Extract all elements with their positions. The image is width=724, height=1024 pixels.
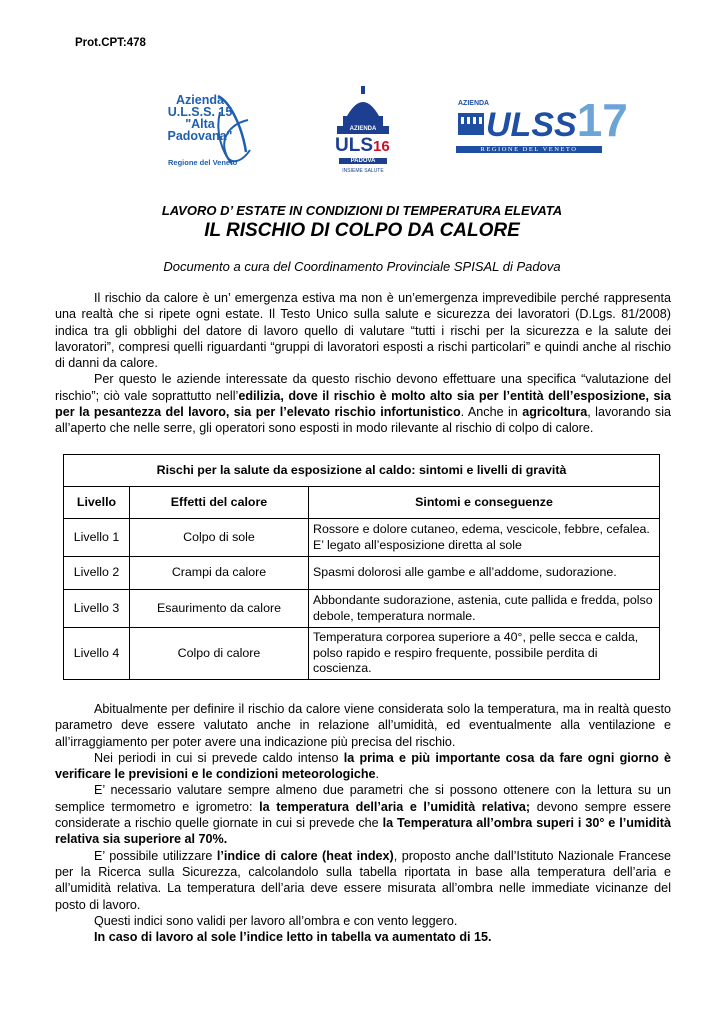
uls16-num: 16: [373, 138, 390, 155]
body-paragraph-4: E’ possibile utilizzare l’indice di calore (heat index), proposto anche dall’Istituto Nazionale Francese per la Ricerca sulla Sicurezza, calcolandolo sulla tabella riportata in base alla temperatura dell’aria e all’umidità relativa. La temperatura dell’aria deve essere misurata all’ombra nelle immediate vicinanze del posto di lavoro.: [55, 848, 672, 912]
body-paragraph-2: Nei periodi in cui si prevede caldo intenso la prima e più importante cosa da fare ogni giorno è verificare le previsioni e le condizioni meteorologiche.: [55, 750, 671, 782]
ulss17-logo: [456, 94, 628, 160]
uls16-tag: INSIEME SALUTE: [342, 168, 384, 174]
header-effects: Effetti del calore: [130, 487, 309, 519]
body-paragraph-5: Questi indici sono validi per lavoro all’ombra e con vento leggero.: [94, 913, 458, 928]
ulss17-top: AZIENDA: [458, 100, 490, 107]
risk-table: [63, 454, 660, 680]
table-title: Rischi per la salute da esposizione al caldo: sintomi e livelli di gravità: [64, 455, 660, 487]
body-section: [55, 701, 671, 945]
ulss15-line4: Padovana": [167, 129, 233, 143]
table-row: Livello 4 Colpo di calore Temperatura corporea superiore a 40°, pelle secca e calda, polso rapido e respiro frequente, possibile perdita di coscienza.: [64, 628, 660, 680]
ulss17-main: ULSS: [486, 106, 577, 144]
table-row: Livello 2 Crampi da calore Spasmi dolorosi alle gambe e all’addome, sudorazione.: [64, 557, 660, 590]
uls16-logo: [333, 86, 393, 180]
body-paragraph-3: E’ necessario valutare sempre almeno due parametri che si possono ottenere con la lettura su un semplice termometro e igrometro: la temperatura dell’aria e l’umidità relativa; devono sempre essere considerate a rischio quelle giornate in cui si prevede che la Temperatura all’ombra superi i 30° e l’umidità relativa sia superiore al 70%.: [55, 783, 671, 847]
uls16-city: PADOVA: [339, 158, 387, 164]
header-level: Livello: [64, 487, 130, 519]
ulss15-logo: [160, 92, 260, 182]
table-row: Livello 1 Colpo di sole Rossore e dolore cutaneo, edema, vescicole, febbre, cefalea. E’ legato all’esposizione diretta al sole: [64, 519, 660, 557]
ulss17-num: 17: [576, 94, 628, 146]
doc-subject: LAVORO D’ ESTATE IN CONDIZIONI DI TEMPERATURA ELEVATA: [161, 203, 563, 218]
table-row: Livello 3 Esaurimento da calore Abbondante sudorazione, astenia, cute pallida e fredda, polso debole, temperatura normale.: [64, 590, 660, 628]
intro-paragraph-1: Il rischio da calore è un’ emergenza estiva ma non è un’emergenza imprevedibile perché rappresenta una realtà che si ripete ogni estate. Il Testo Unico sulla salute e sicurezza dei lavoratori (D.Lgs. 81/2008) indica tra gli obblighi del datore di lavoro quello di valutare “tutti i rischi per la sicurezza e la salute dei lavoratori”, compresi quelli riguardanti “gruppi di lavoratori esposti a rischi particolari” e quindi anche al rischio di danni da calore.: [55, 291, 671, 371]
doc-title: IL RISCHIO DI COLPO DA CALORE: [204, 220, 520, 241]
ulss15-line2: U.L.S.S. 15: [167, 105, 233, 119]
ulss15-line3: "Alta: [185, 117, 215, 131]
table-title-row: [64, 455, 660, 487]
body-paragraph-1: Abitualmente per definire il rischio da calore viene considerata solo la temperatura, ma in realtà questo parametro deve essere valutato anche in relazione all’umidità, ed eventualmente alla ventilazione e all’irraggiamento per poter avere una indicazione più precisa del rischio.: [55, 702, 671, 749]
ulss15-line1: Azienda: [176, 93, 224, 107]
building-icon: [456, 109, 486, 137]
doc-author: Documento a cura del Coordinamento Provinciale SPISAL di Padova: [163, 259, 561, 274]
table-header-row: [64, 487, 660, 519]
ulss15-region: Regione del Veneto: [168, 158, 238, 167]
uls16-main: ULS: [335, 135, 373, 156]
body-paragraph-6: In caso di lavoro al sole l’indice letto in tabella va aumentato di 15.: [94, 930, 492, 945]
uls16-top: AZIENDA: [349, 126, 377, 132]
protocol-number: Prot.CPT:478: [75, 37, 146, 49]
ulss17-region: REGIONE DEL VENETO: [456, 146, 602, 153]
header-symptoms: Sintomi e conseguenze: [309, 487, 660, 519]
intro-section: [55, 290, 671, 437]
intro-paragraph-2: Per questo le aziende interessate da questo rischio devono effettuare una specifica “valutazione del rischio”; ciò vale soprattutto nell’edilizia, dove il rischio è molto alto sia per l’entità dell’esposizione, sia per la pesantezza del lavoro, sia per l’elevato rischio infortunistico. Anche in agricoltura, lavorando sia all’aperto che nelle serre, gli operatori sono esposti in modo rilevante al rischio di colpo di calore.: [55, 372, 671, 436]
